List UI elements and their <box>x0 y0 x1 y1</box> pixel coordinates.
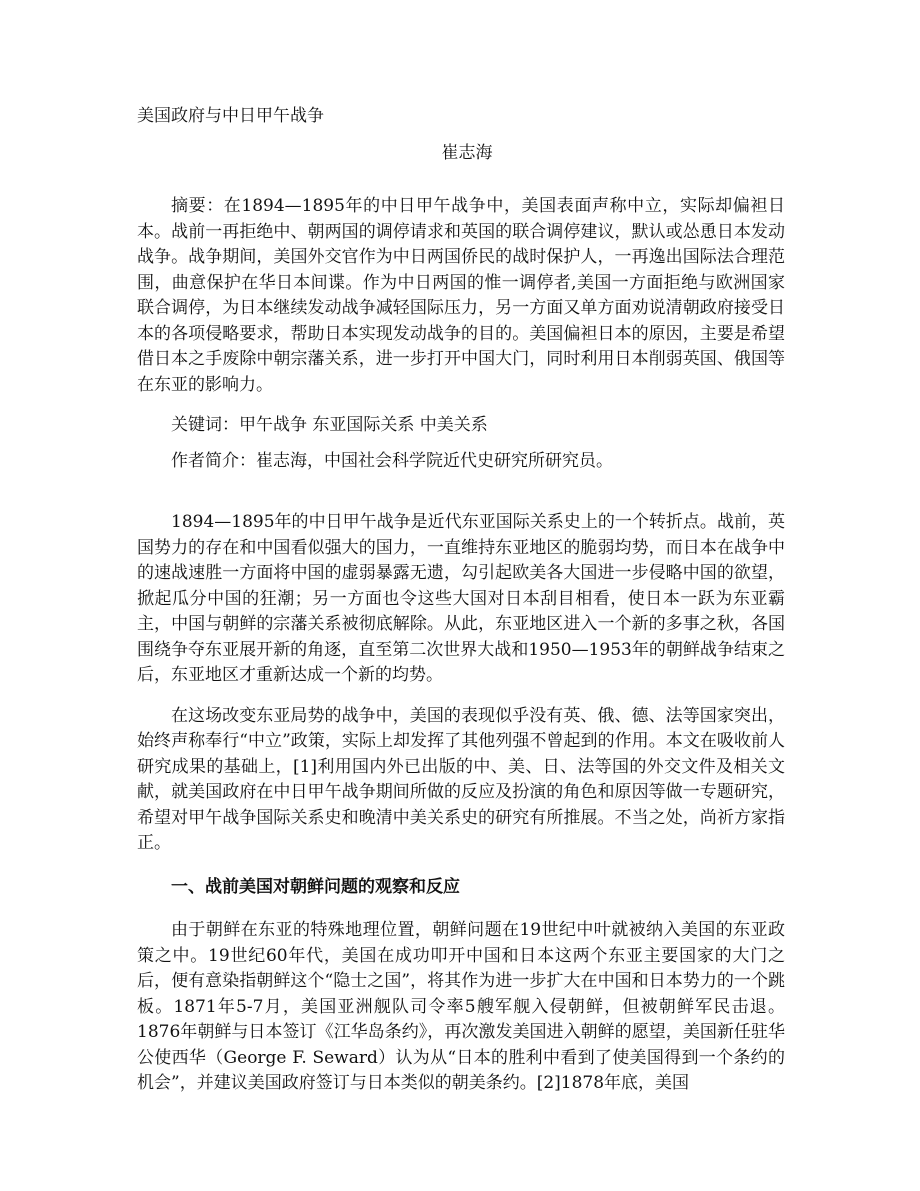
document-page <box>137 104 785 1097</box>
section-heading: 一、战前美国对朝鲜问题的观察和反应 <box>171 876 460 897</box>
document-title: 美国政府与中日甲午战争 <box>137 106 324 126</box>
keywords-line: 关键词：甲午战争 东亚国际关系 中美关系 <box>171 415 488 435</box>
body-paragraph-2: 在这场改变东亚局势的战争中，美国的表现似乎没有英、俄、德、法等国家突出，始终声称奉行“中立”政策，实际上却发挥了其他列强不曾起到的作用。本文在吸收前人研究成果的基础上，[1]利用国内外已出版的中、美、日、法等国的外交文件及相关文献，就美国政府在中日甲午战争期间所做的反应及扮演的角色和原因等做一专题研究，希望对甲午战争国际关系史和晚清中美关系史的研究有所推展。不当之处，尚祈方家指正。 <box>137 705 785 853</box>
abstract-paragraph: 摘要：在1894—1895年的中日甲午战争中，美国表面声称中立，实际却偏袒日本。战前一再拒绝中、朝两国的调停请求和英国的联合调停建议，默认或怂恿日本发动战争。战争期间，美国外交官作为中日两国侨民的战时保护人，一再逸出国际法合理范围，曲意保护在华日本间谍。作为中日两国的惟一调停者,美国一方面拒绝与欧洲国家联合调停，为日本继续发动战争减轻国际压力，另一方面又单方面劝说清朝政府接受日本的各项侵略要求，帮助日本实现发动战争的目的。美国偏袒日本的原因，主要是希望借日本之手废除中朝宗藩关系，进一步打开中国大门，同时利用日本削弱英国、俄国等在东亚的影响力。 <box>137 196 785 395</box>
author-bio-line: 作者简介：崔志海，中国社会科学院近代史研究所研究员。 <box>171 450 613 471</box>
body-paragraph-1: 1894—1895年的中日甲午战争是近代东亚国际关系史上的一个转折点。战前，英国势力的存在和中国看似强大的国力，一直维持东亚地区的脆弱均势，而日本在战争中的速战速胜一方面将中国的虚弱暴露无遗，勾引起欧美各大国进一步侵略中国的欲望，掀起瓜分中国的狂潮；另一方面也令这些大国对日本刮目相看，使日本一跃为东亚霸主，中国与朝鲜的宗藩关系被彻底解除。从此，东亚地区进入一个新的多事之秋，各国围绕争夺东亚展开新的角逐，直至第二次世界大战和1950—1953年的朝鲜战争结束之后，东亚地区才重新达成一个新的均势。 <box>137 512 785 685</box>
body-paragraph-3: 由于朝鲜在东亚的特殊地理位置，朝鲜问题在19世纪中叶就被纳入美国的东亚政策之中。19世纪60年代，美国在成功叩开中国和日本这两个东亚主要国家的大门之后，便有意染指朝鲜这个“隐士之国”，将其作为进一步扩大在中国和日本势力的一个跳板。1871年5-7月，美国亚洲舰队司令率5艘军舰入侵朝鲜，但被朝鲜军民击退。1876年朝鲜与日本签订《江华岛条约》，再次激发美国进入朝鲜的愿望，美国新任驻华公使西华（George F. Seward）认为从“日本的胜利中看到了使美国得到一个条约的机会”，并建议美国政府签订与日本类似的朝美条约。[2]1878年底，美国 <box>137 920 785 1093</box>
author-name: 崔志海 <box>441 142 493 163</box>
